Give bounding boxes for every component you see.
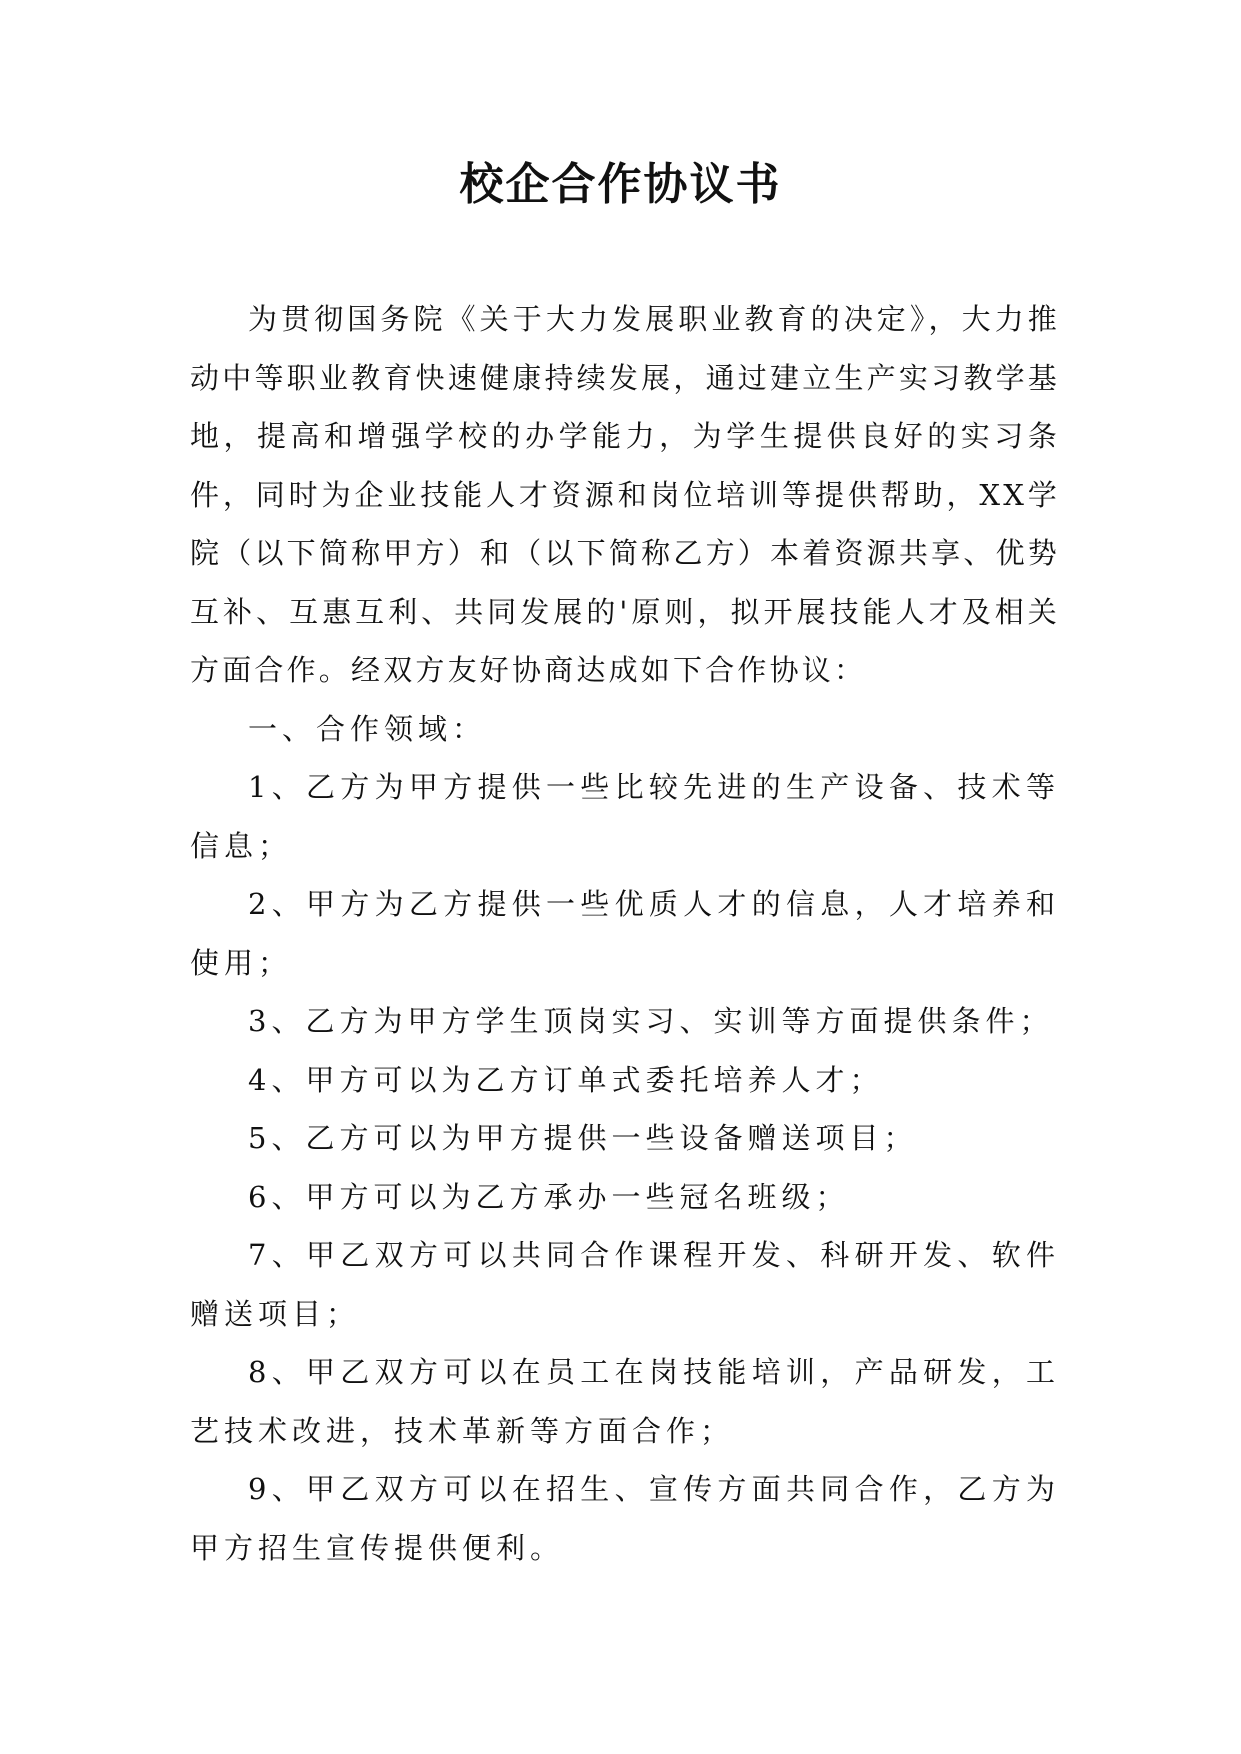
document-title: 校企合作协议书 [459,159,782,210]
list-item: 2、甲方为乙方提供一些优质人才的信息，人才培养和使用； [190,887,1060,980]
list-item: 1、乙方为甲方提供一些比较先进的生产设备、技术等信息； [190,770,1060,863]
document-body [190,290,1060,1577]
list-item: 4、甲方可以为乙方订单式委托培养人才； [248,1062,884,1097]
list-item: 9、甲乙双方可以在招生、宣传方面共同合作，乙方为甲方招生宣传提供便利。 [190,1472,1060,1565]
list-item: 6、甲方可以为乙方承办一些冠名班级； [248,1179,850,1214]
list-item: 3、乙方为甲方学生顶岗实习、实训等方面提供条件； [248,1004,1054,1038]
list-item: 7、甲乙双方可以共同合作课程开发、科研开发、软件赠送项目； [190,1238,1060,1331]
section-heading: 一、合作领域： [248,711,487,746]
intro-paragraph: 为贯彻国务院《关于大力发展职业教育的决定》，大力推动中等职业教育快速健康持续发展，通过建立生产实习教学基地，提高和增强学校的办学能力，为学生提供良好的实习条件，同时为企业技能人才资源和岗位培训等提供帮助，XX学院（以下简称甲方）和（以下简称乙方）本着资源共享、优势互补、互惠互利、共同发展的'原则，拟开展技能人才及相关方面合作。经双方友好协商达成如下合作协议： [190,302,1060,687]
list-item: 5、乙方可以为甲方提供一些设备赠送项目； [248,1121,918,1155]
list-item: 8、甲乙双方可以在员工在岗技能培训，产品研发，工艺技术改进，技术革新等方面合作； [190,1355,1060,1448]
